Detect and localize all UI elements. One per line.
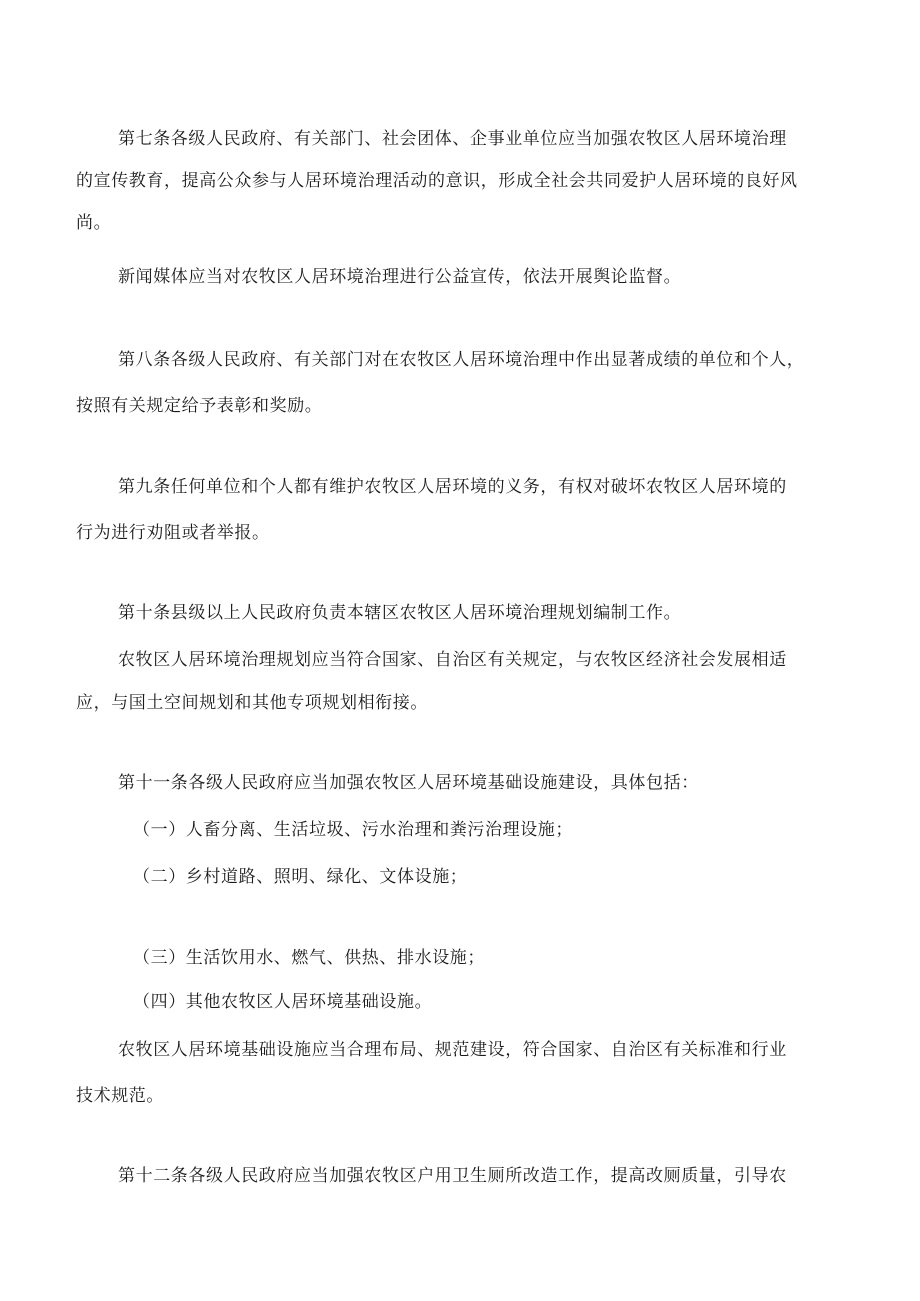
article-9-line-2: 行为进行劝阻或者举报。 [76, 523, 270, 543]
article-7-line-1: 第七条各级人民政府、有关部门、社会团体、企事业单位应当加强农牧区人居环境治理 [118, 129, 787, 149]
article-8-line-1: 第八条各级人民政府、有关部门对在农牧区人居环境治理中作出显著成绩的单位和个人， [118, 350, 805, 370]
article-11-item-2: （二）乡村道路、照明、绿化、文体设施； [133, 867, 468, 887]
article-11-item-4: （四）其他农牧区人居环境基础设施。 [133, 992, 433, 1012]
article-11-item-3: （三）生活饮用水、燃气、供热、排水设施； [133, 948, 485, 968]
article-11-paragraph-2-line-2: 技术规范。 [76, 1086, 164, 1106]
article-11-paragraph-2-line-1: 农牧区人居环境基础设施应当合理布局、规范建设，符合国家、自治区有关标准和行业 [118, 1040, 787, 1060]
article-11-line-1: 第十一条各级人民政府应当加强农牧区人居环境基础设施建设，具体包括： [118, 773, 699, 793]
article-9-line-1: 第九条任何单位和个人都有维护农牧区人居环境的义务，有权对破坏农牧区人居环境的 [118, 477, 787, 497]
article-10-line-1: 第十条县级以上人民政府负责本辖区农牧区人居环境治理规划编制工作。 [118, 603, 682, 623]
article-11-item-1: （一）人畜分离、生活垃圾、污水治理和粪污治理设施； [133, 820, 573, 840]
article-7-line-2: 的宣传教育，提高公众参与人居环境治理活动的意识，形成全社会共同爱护人居环境的良好风 [76, 171, 798, 191]
article-7-paragraph-2: 新闻媒体应当对农牧区人居环境治理进行公益宣传，依法开展舆论监督。 [118, 267, 682, 287]
article-7-line-3: 尚。 [76, 213, 112, 233]
article-10-paragraph-2-line-2: 应，与国土空间规划和其他专项规划相衔接。 [76, 693, 428, 713]
article-8-line-2: 按照有关规定给予表彰和奖励。 [76, 396, 323, 416]
article-10-paragraph-2-line-1: 农牧区人居环境治理规划应当符合国家、自治区有关规定，与农牧区经济社会发展相适 [118, 650, 787, 670]
article-12-line-1: 第十二条各级人民政府应当加强农牧区户用卫生厕所改造工作，提高改厕质量，引导农 [118, 1166, 787, 1186]
